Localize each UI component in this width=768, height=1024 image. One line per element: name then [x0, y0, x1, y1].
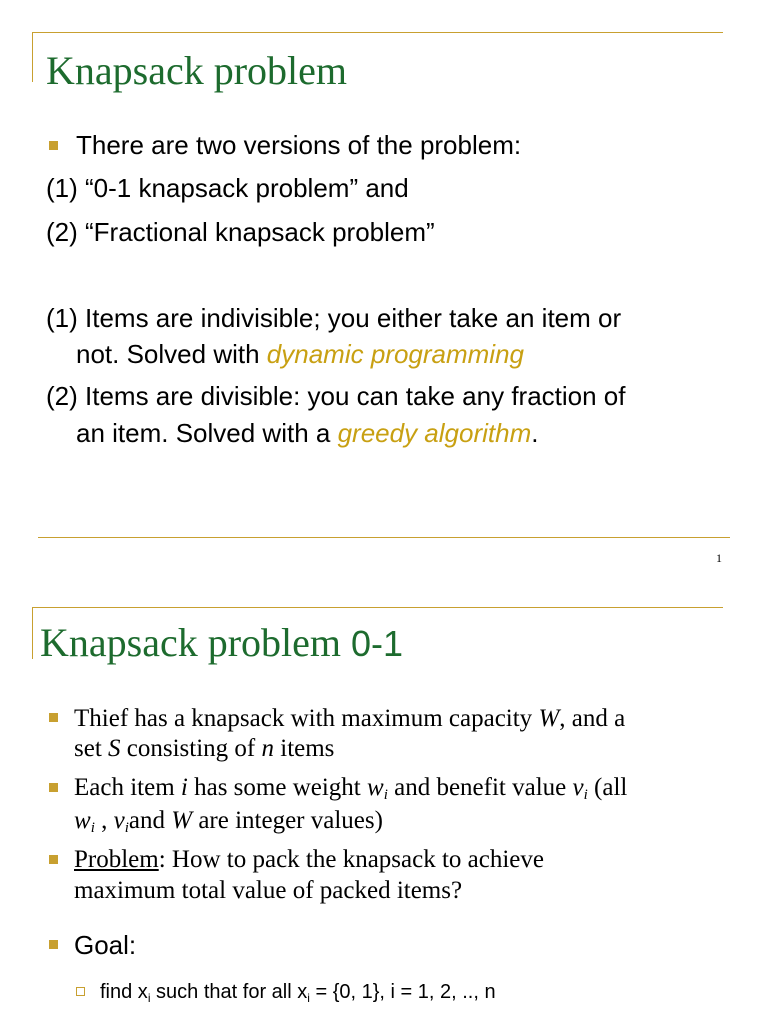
- version-2-line: (2) “Fractional knapsack problem”: [46, 217, 435, 247]
- item1-prefix: not. Solved with: [76, 339, 267, 369]
- text-run: Each item: [74, 774, 181, 801]
- bullet-item-line1: [74, 773, 627, 803]
- bullet-item-line2: [74, 806, 383, 836]
- item2-suffix: .: [531, 418, 539, 448]
- var-v: v: [113, 807, 125, 834]
- bullet-thief-line2: [74, 734, 334, 764]
- subscript-i: i: [583, 787, 588, 803]
- page-number: 1: [716, 551, 722, 565]
- var-w: w: [367, 774, 384, 801]
- title-main: Knapsack problem: [40, 620, 342, 665]
- var-i: i: [180, 774, 188, 801]
- text-run: , and a: [559, 705, 626, 732]
- text-run: find x: [100, 981, 148, 1003]
- var-w: w: [74, 807, 91, 834]
- greedy-algorithm-highlight: greedy algorithm: [337, 418, 532, 448]
- text-run: such that for all x: [150, 981, 308, 1003]
- bullet-problem-line2: maximum total value of packed items?: [74, 877, 463, 904]
- bullet-marker: [49, 713, 58, 722]
- bullet-two-versions: There are two versions of the problem:: [76, 130, 522, 160]
- sub-bullet-marker: [76, 987, 85, 996]
- title-left-rule: [32, 32, 33, 82]
- text-run: consisting of: [120, 735, 262, 762]
- text-run: Thief has a knapsack with maximum capacity: [74, 705, 539, 732]
- item2-line1: (2) Items are divisible: you can take any fraction of: [46, 381, 626, 411]
- text-run: and: [128, 807, 172, 834]
- item1-line1: (1) Items are indivisible; you either take an item or: [46, 303, 622, 333]
- bullet-problem-line1: [74, 845, 544, 875]
- item1-line2: [76, 339, 524, 369]
- text-run: has some weight: [187, 774, 367, 801]
- slide-title: Knapsack problem: [46, 48, 348, 93]
- problem-label: Problem: [74, 846, 159, 873]
- slide-2: [0, 576, 768, 1024]
- item2-line2: [76, 418, 538, 448]
- text-run: : How to pack the knapsack to achieve: [158, 846, 544, 873]
- title-top-rule: [32, 607, 723, 608]
- bullet-marker: [49, 940, 58, 949]
- version-1-line: (1) “0-1 knapsack problem” and: [46, 173, 409, 203]
- text-run: and benefit value: [387, 774, 573, 801]
- text-run: items: [274, 735, 335, 762]
- slide-title: [40, 620, 404, 665]
- subscript-i: i: [307, 991, 310, 1005]
- subscript-i: i: [124, 820, 129, 836]
- subscript-i: i: [90, 820, 95, 836]
- subscript-i: i: [147, 991, 151, 1005]
- var-W: W: [538, 705, 560, 732]
- subscript-i: i: [383, 787, 388, 803]
- var-S: S: [108, 735, 121, 762]
- var-W: W: [171, 807, 193, 834]
- dynamic-programming-highlight: dynamic programming: [266, 339, 524, 369]
- goal-subitem: [100, 980, 496, 1004]
- slide-bottom-rule: [38, 537, 730, 538]
- text-run: ,: [94, 807, 114, 834]
- title-suffix: 0-1: [351, 623, 404, 664]
- bullet-thief-line1: [74, 704, 625, 734]
- text-run: = {0, 1}, i = 1, 2, .., n: [309, 981, 496, 1003]
- text-run: set: [74, 735, 109, 762]
- var-v: v: [572, 774, 584, 801]
- text-run: (all: [587, 774, 628, 801]
- text-run: are integer values): [192, 807, 383, 834]
- var-n: n: [261, 735, 274, 762]
- goal-label: Goal:: [74, 930, 137, 960]
- bullet-marker: [49, 783, 58, 792]
- title-left-rule: [32, 607, 33, 659]
- bullet-marker: [49, 855, 58, 864]
- bullet-marker: [49, 141, 58, 150]
- title-top-rule: [32, 32, 723, 33]
- item2-prefix: an item. Solved with a: [76, 418, 338, 448]
